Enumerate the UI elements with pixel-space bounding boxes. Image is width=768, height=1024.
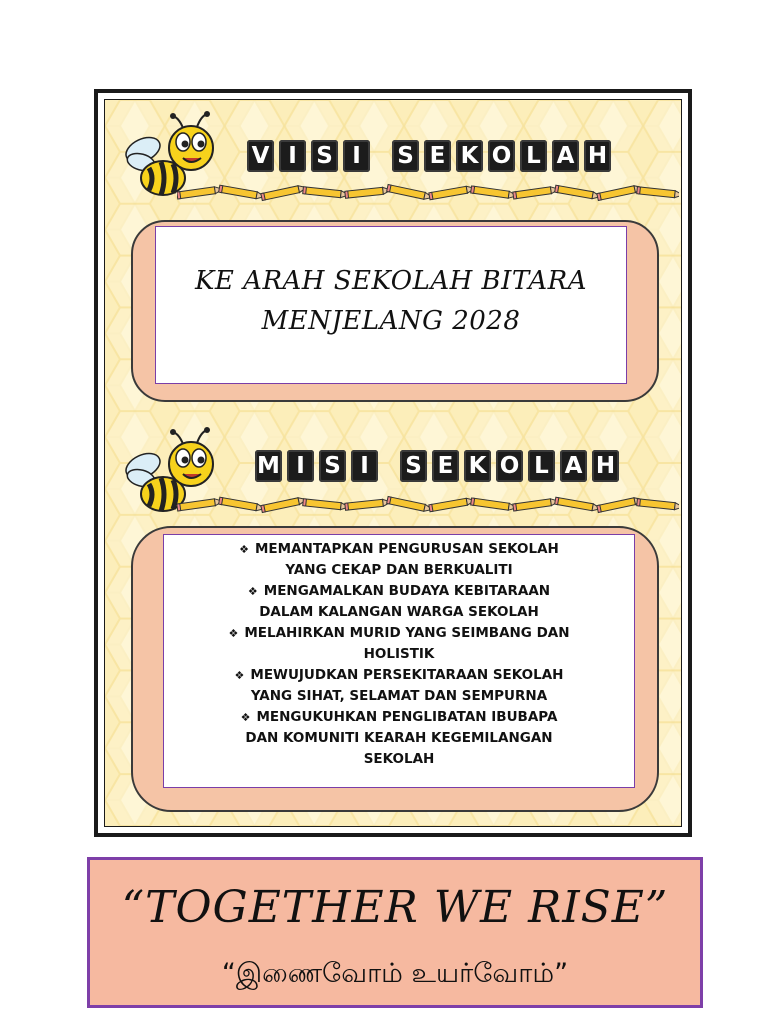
mission-item: ❖ MENGUKUHKAN PENGLIBATAN IBUBAPA DAN KOMUNITI KEARAH KEGEMILANGAN SEKOLAH	[240, 709, 558, 767]
vision-line-1: KE ARAH SEKOLAH BITARA	[195, 266, 587, 296]
title-letter: M	[255, 450, 282, 482]
title-letter: I	[351, 450, 378, 482]
title-letter: V	[247, 140, 274, 172]
title-letter: L	[520, 140, 547, 172]
diamond-bullet-icon: ❖	[228, 627, 239, 640]
diamond-bullet-icon: ❖	[234, 669, 245, 682]
title-letter: I	[343, 140, 370, 172]
title-letter: K	[456, 140, 483, 172]
title-letter: O	[496, 450, 523, 482]
vision-statement	[156, 261, 626, 341]
poster-inner	[104, 99, 682, 827]
mission-title	[255, 450, 619, 482]
title-letter: A	[552, 140, 579, 172]
diamond-bullet-icon: ❖	[240, 711, 251, 724]
slogan-tamil: “இணைவோம் உயர்வோம்”	[221, 958, 569, 989]
title-letter: H	[592, 450, 619, 482]
poster-frame	[94, 89, 692, 837]
title-letter: S	[392, 140, 419, 172]
mission-item: ❖ MEMANTAPKAN PENGURUSAN SEKOLAH YANG CEKAP DAN BERKUALITI	[239, 541, 559, 578]
mission-list	[172, 539, 626, 770]
pencil-divider	[177, 494, 679, 514]
diamond-bullet-icon: ❖	[247, 585, 258, 598]
title-letter: S	[319, 450, 346, 482]
title-letter: O	[488, 140, 515, 172]
title-letter: H	[584, 140, 611, 172]
title-letter: S	[400, 450, 427, 482]
title-letter: E	[424, 140, 451, 172]
title-letter: I	[279, 140, 306, 172]
title-letter: K	[464, 450, 491, 482]
mission-card	[163, 534, 635, 788]
vision-line-2: MENJELANG 2028	[261, 306, 521, 336]
title-letter: A	[560, 450, 587, 482]
slogan-main: “TOGETHER WE RISE”	[121, 882, 669, 933]
slogan-box	[87, 857, 703, 1008]
mission-item: ❖ MELAHIRKAN MURID YANG SEIMBANG DAN HOLISTIK	[228, 625, 570, 662]
title-letter: S	[311, 140, 338, 172]
vision-title	[247, 140, 611, 172]
vision-card	[155, 226, 627, 384]
diamond-bullet-icon: ❖	[239, 543, 249, 556]
mission-item: ❖ MEWUJUDKAN PERSEKITARAAN SEKOLAH YANG SIHAT, SELAMAT DAN SEMPURNA	[234, 667, 564, 704]
mission-item: ❖ MENGAMALKAN BUDAYA KEBITARAAN DALAM KALANGAN WARGA SEKOLAH	[247, 583, 551, 620]
title-letter: I	[287, 450, 314, 482]
pencil-divider	[177, 182, 679, 202]
title-letter: L	[528, 450, 555, 482]
title-letter: E	[432, 450, 459, 482]
